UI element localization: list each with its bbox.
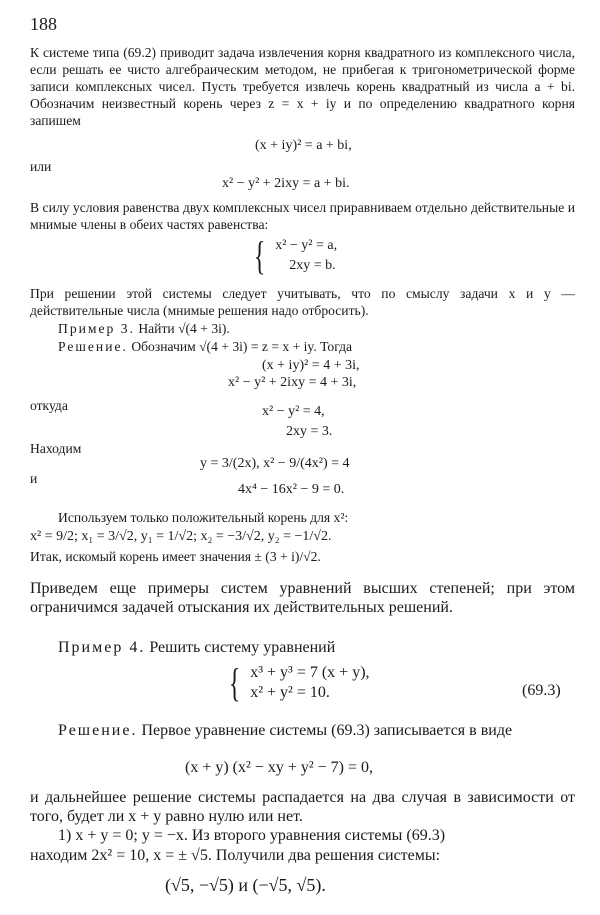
equation-4: x² − y² + 2ixy = 4 + 3i, <box>228 375 357 390</box>
paragraph-positive-root: Используем только положительный корень для x²: <box>58 510 349 525</box>
word-i: и <box>30 471 38 486</box>
equation-5: y = 3/(2x), x² − 9/(4x²) = 4 <box>200 456 350 471</box>
equation-9: (√5, −√5) и (−√5, √5). <box>165 875 326 895</box>
solution-4-first-line <box>58 721 576 740</box>
paragraph-more-examples: Приведем еще примеры систем уравнений высших степеней; при этом ограничимся задачей отыскания их действительных решений. <box>30 580 575 616</box>
equation-2: x² − y² + 2ixy = a + bi. <box>222 176 350 191</box>
case-1-line-2: находим 2x² = 10, x = ± √5. Получили два решения системы: <box>30 847 441 864</box>
paragraph-intro: К системе типа (69.2) приводит задача извлечения корня квадратного из комплексного числа, если решать ее чисто алгебраическим методом, не прибегая к тригонометрической форме записи комплексных чисел. Пусть требуется извлечь корень квадратный из числа a + bi. Обозначим неизвестный корень через z = x + iy и по определению квадратного корня запишем <box>30 45 575 128</box>
brace-icon: { <box>228 660 241 705</box>
example-3-label: Пример 3. <box>58 321 135 336</box>
case-1-line-1: 1) x + y = 0; y = −x. Из второго уравнения системы (69.3) <box>58 827 446 844</box>
example-4-label: Пример 4. <box>58 639 146 656</box>
equation-number: (69.3) <box>522 682 561 699</box>
page-number: 188 <box>30 14 57 34</box>
system-2-line-2: 2xy = 3. <box>286 424 333 439</box>
system-1-line-1: x² − y² = a, <box>275 238 338 253</box>
brace-icon: { <box>253 233 266 278</box>
solution-4-text: Первое уравнение системы (69.3) записывается в виде <box>141 722 513 739</box>
word-otkuda: откуда <box>30 398 68 413</box>
paragraph-equality: В силу условия равенства двух комплексных чисел приравниваем отдельно действительные и мнимые члены в обеих частях равенства: <box>30 200 575 232</box>
word-ili: или <box>30 159 52 174</box>
equation-1: (x + iy)² = a + bi, <box>255 138 352 153</box>
paragraph-two-cases: и дальнейшее решение системы распадается на два случая в зависимости от того, будет ли x + y равно нулю или нет. <box>30 789 575 825</box>
solution-3-label: Решение. <box>58 339 128 354</box>
solution-4-label: Решение. <box>58 722 138 739</box>
equation-6: 4x⁴ − 16x² − 9 = 0. <box>238 482 345 497</box>
paragraph-note: При решении этой системы следует учитывать, что по смыслу задачи x и y — действительные числа (мнимые решения надо отбросить). <box>30 286 575 318</box>
equation-8: (x + y) (x² − xy + y² − 7) = 0, <box>185 759 374 776</box>
solution-3-heading <box>58 338 578 355</box>
example-3-heading <box>58 320 578 337</box>
example-4-text: Решить систему уравнений <box>149 639 336 656</box>
word-nakhodim: Находим <box>30 441 82 456</box>
system-1-line-2: 2xy = b. <box>289 258 336 273</box>
system-3 <box>225 660 370 705</box>
system-2 <box>262 402 332 442</box>
system-3-line-2: x² + y² = 10. <box>250 684 330 701</box>
example-3-text: Найти √(4 + 3i). <box>138 321 230 336</box>
example-4-heading <box>58 638 578 657</box>
equation-7: x² = 9/2; x₁ = 3/√2, y₁ = 1/√2; x₂ = −3/√2, y₂ = −1/√2. <box>30 529 332 544</box>
paragraph-result: Итак, искомый корень имеет значения ± (3 + i)/√2. <box>30 549 321 564</box>
equation-3: (x + iy)² = 4 + 3i, <box>262 358 360 373</box>
solution-3-text: Обозначим √(4 + 3i) = z = x + iy. Тогда <box>131 339 353 354</box>
system-1 <box>250 233 338 278</box>
system-3-line-1: x³ + y³ = 7 (x + y), <box>250 664 370 681</box>
system-2-line-1: x² − y² = 4, <box>262 404 325 419</box>
